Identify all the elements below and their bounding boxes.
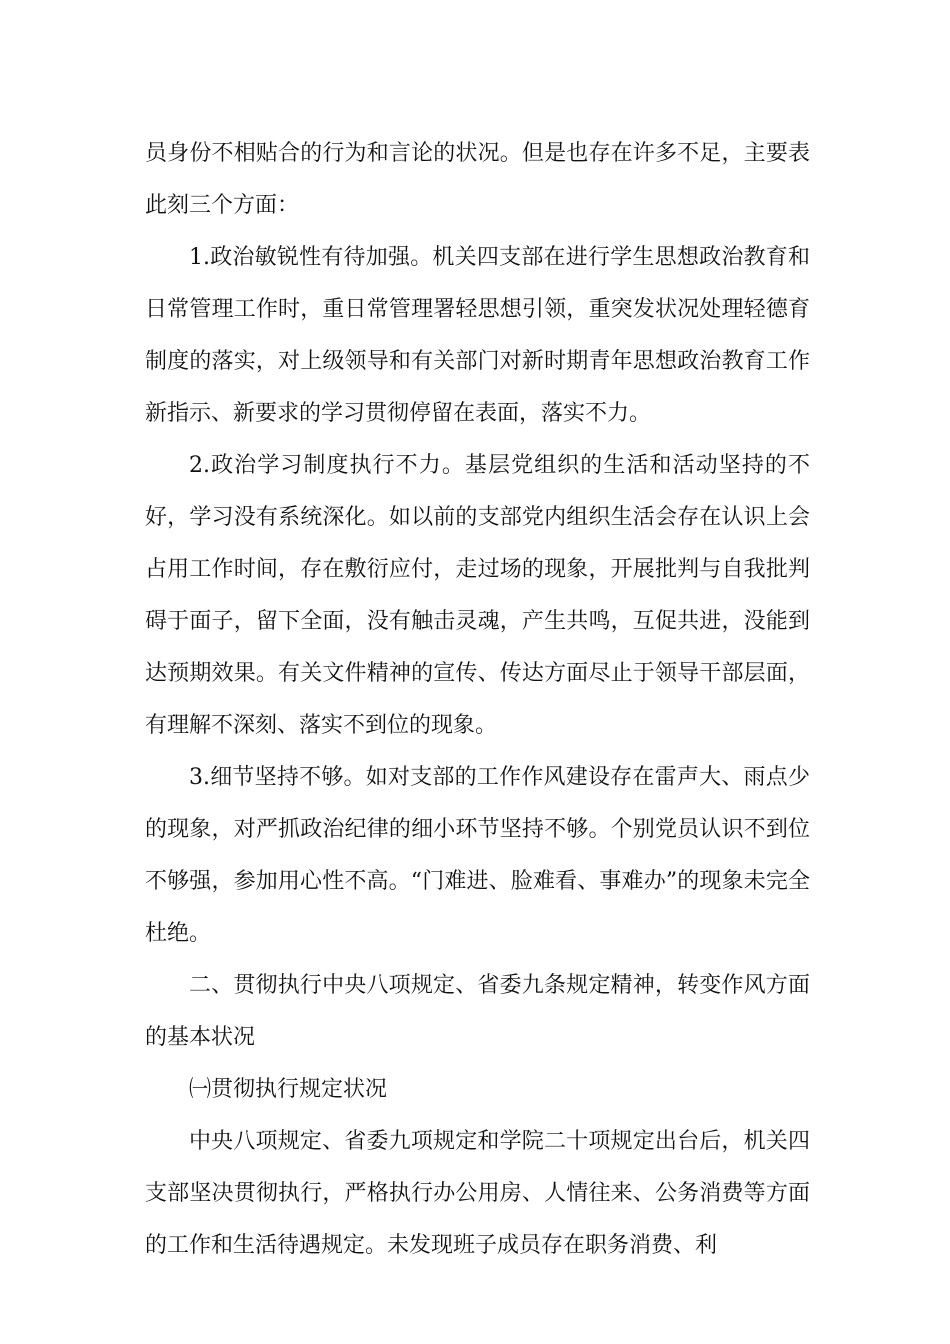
document-body (145, 128, 810, 1272)
subsection-heading: ㈠贯彻执行规定状况 (189, 1077, 388, 1102)
section-heading: 二、贯彻执行中央八项规定、省委九条规定精神，转变作风方面的基本状况 (145, 973, 810, 1050)
paragraph-item-1: 1.政治敏锐性有待加强。机关四支部在进行学生思想政治教育和日常管理工作时，重日常管理署轻思想引领，重突发状况处理轻德育制度的落实，对上级领导和有关部门对新时期青年思想政治教育工作新指示、新要求的学习贯彻停留在表面，落实不力。 (145, 245, 810, 426)
paragraph-body: 中央八项规定、省委九项规定和学院二十项规定出台后，机关四支部坚决贯彻执行，严格执行办公用房、人情往来、公务消费等方面的工作和生活待遇规定。未发现班子成员存在职务消费、利 (145, 1129, 810, 1258)
paragraph-item-3: 3.细节坚持不够。如对支部的工作作风建设存在雷声大、雨点少的现象，对严抓政治纪律的细小环节坚持不够。个别党员认识不到位不够强，参加用心性不高。“门难进、脸难看、事难办”的现象未完全杜绝。 (145, 765, 810, 946)
paragraph-item-2: 2.政治学习制度执行不力。基层党组织的生活和活动坚持的不好，学习没有系统深化。如以前的支部党内组织生活会存在认识上会占用工作时间，存在敷衍应付，走过场的现象，开展批判与自我批判碍于面子，留下全面，没有触击灵魂，产生共鸣，互促共进，没能到达预期效果。有关文件精神的宣传、传达方面尽止于领导干部层面，有理解不深刻、落实不到位的现象。 (145, 453, 810, 738)
paragraph-continuation: 员身份不相贴合的行为和言论的状况。但是也存在许多不足，主要表此刻三个方面： (145, 141, 810, 218)
